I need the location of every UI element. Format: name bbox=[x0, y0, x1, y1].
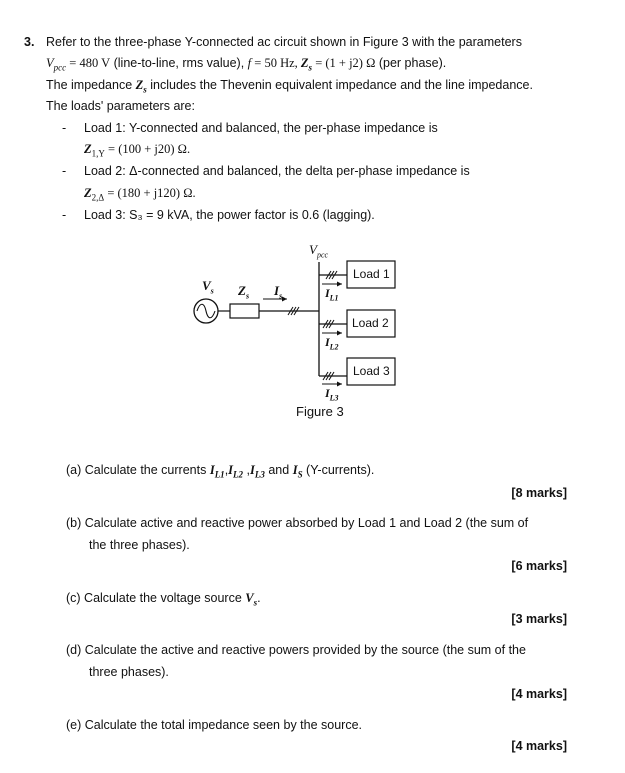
is-subscript: S bbox=[297, 469, 303, 480]
is-symbol: I bbox=[292, 463, 298, 477]
part-c-subscript: s bbox=[253, 597, 258, 608]
part-a-pre: (a) Calculate the currents bbox=[66, 463, 210, 477]
figure-vpcc-symbol: V bbox=[309, 242, 317, 257]
part-c-pre: (c) Calculate the voltage source bbox=[66, 591, 246, 605]
part-a-sep1: , bbox=[224, 463, 229, 477]
il2-subscript: L2 bbox=[233, 469, 244, 480]
figure-caption: Figure 3 bbox=[296, 404, 344, 419]
part-a-marks: [8 marks] bbox=[511, 486, 567, 500]
part-a-post: (Y-currents). bbox=[302, 463, 375, 477]
zs-value: = (1 + j2) Ω bbox=[312, 56, 376, 70]
zs-description: (per phase). bbox=[375, 56, 447, 70]
il1-subscript: L1 bbox=[214, 469, 225, 480]
figure-il1-symbol: I bbox=[325, 286, 330, 300]
impedance-pre: The impedance bbox=[46, 78, 136, 92]
zs-symbol: Z bbox=[300, 56, 309, 70]
il3-subscript: L3 bbox=[254, 469, 265, 480]
figure-il3-subscript: L3 bbox=[329, 393, 339, 403]
figure-zs-label bbox=[238, 283, 249, 301]
part-b-line1: (b) Calculate active and reactive power absorbed by Load 1 and Load 2 (the sum of bbox=[66, 516, 529, 530]
vpcc-value: = 480 V bbox=[66, 56, 111, 70]
impedance-subscript: s bbox=[143, 84, 147, 95]
part-e-text: (e) Calculate the total impedance seen by the source. bbox=[66, 718, 363, 732]
figure-vs-subscript: s bbox=[210, 286, 214, 296]
figure-is-subscript: s bbox=[279, 291, 283, 301]
vpcc-symbol: V bbox=[46, 56, 54, 70]
is-arrow-head bbox=[282, 297, 287, 302]
part-c-symbol: V bbox=[245, 591, 254, 605]
part-c-marks: [3 marks] bbox=[511, 612, 567, 626]
il2-symbol: I bbox=[228, 463, 234, 477]
figure-il2-symbol: I bbox=[325, 335, 330, 349]
question-number: 3. bbox=[24, 35, 35, 49]
part-d-line2: three phases). bbox=[89, 665, 169, 679]
load3-bullet: - bbox=[62, 208, 67, 222]
vpcc-description: (line-to-line, rms value), bbox=[110, 56, 248, 70]
figure-il3-symbol: I bbox=[325, 386, 330, 400]
frequency-value: = 50 Hz, bbox=[251, 56, 301, 70]
figure-il2-label bbox=[325, 335, 339, 351]
figure-vs-symbol: V bbox=[202, 278, 211, 293]
impedance-post: includes the Thevenin equivalent impedance and the line impedance. bbox=[146, 78, 533, 92]
load1-text: Load 1: Y-connected and balanced, the per-phase impedance is bbox=[84, 121, 438, 135]
load2-bullet: - bbox=[62, 164, 67, 178]
impedance-symbol: Z bbox=[135, 78, 144, 92]
il1-symbol: I bbox=[209, 463, 215, 477]
part-b-line2: the three phases). bbox=[89, 538, 190, 552]
part-a-text bbox=[66, 463, 374, 480]
load2-subscript: 2,Δ bbox=[91, 192, 105, 203]
question-intro: Refer to the three-phase Y-connected ac circuit shown in Figure 3 with the parameters bbox=[46, 35, 522, 49]
loads-intro: The loads' parameters are: bbox=[46, 99, 195, 113]
figure-il3-label bbox=[325, 386, 339, 402]
part-c-text bbox=[66, 591, 261, 608]
sine-wave-symbol bbox=[197, 304, 215, 318]
figure-is-symbol: I bbox=[274, 283, 280, 298]
load1-subscript: 1,Y bbox=[91, 148, 105, 159]
figure-il1-subscript: L1 bbox=[329, 293, 339, 303]
part-e-marks: [4 marks] bbox=[511, 739, 567, 753]
part-d-marks: [4 marks] bbox=[511, 687, 567, 701]
part-b-marks: [6 marks] bbox=[511, 559, 567, 573]
il3-symbol: I bbox=[250, 463, 255, 477]
load3-box-label: Load 3 bbox=[353, 364, 390, 378]
load2-value: = (180 + j120) Ω. bbox=[104, 186, 196, 200]
frequency-symbol: f bbox=[247, 56, 252, 70]
figure-zs-symbol: Z bbox=[238, 283, 246, 298]
part-a-sep2: , bbox=[243, 463, 250, 477]
zs-impedance-box bbox=[230, 304, 259, 318]
figure-vpcc-subscript: pcc bbox=[316, 250, 329, 260]
load1-box-label: Load 1 bbox=[353, 267, 390, 281]
load1-bullet: - bbox=[62, 121, 67, 135]
vpcc-subscript: pcc bbox=[53, 62, 67, 73]
load2-symbol: Z bbox=[84, 186, 92, 200]
part-d-line1: (d) Calculate the active and reactive powers provided by the source (the sum of the bbox=[66, 643, 526, 657]
zs-subscript: s bbox=[308, 62, 313, 73]
load2-text: Load 2: Δ-connected and balanced, the delta per-phase impedance is bbox=[84, 164, 470, 178]
figure-il1-label bbox=[325, 286, 339, 302]
load2-box-label: Load 2 bbox=[352, 316, 389, 330]
load1-value: = (100 + j20) Ω. bbox=[104, 142, 191, 156]
figure-il2-subscript: L2 bbox=[329, 342, 339, 352]
load1-symbol: Z bbox=[84, 142, 92, 156]
load3-text: Load 3: S₃ = 9 kVA, the power factor is 0.6 (lagging). bbox=[84, 208, 375, 222]
part-a-and: and bbox=[264, 463, 293, 477]
figure-zs-subscript: s bbox=[245, 291, 250, 301]
part-c-post: . bbox=[257, 591, 261, 605]
figure-is-label bbox=[274, 283, 282, 301]
figure-vs-label bbox=[202, 278, 214, 296]
figure-vpcc-label bbox=[309, 242, 328, 260]
